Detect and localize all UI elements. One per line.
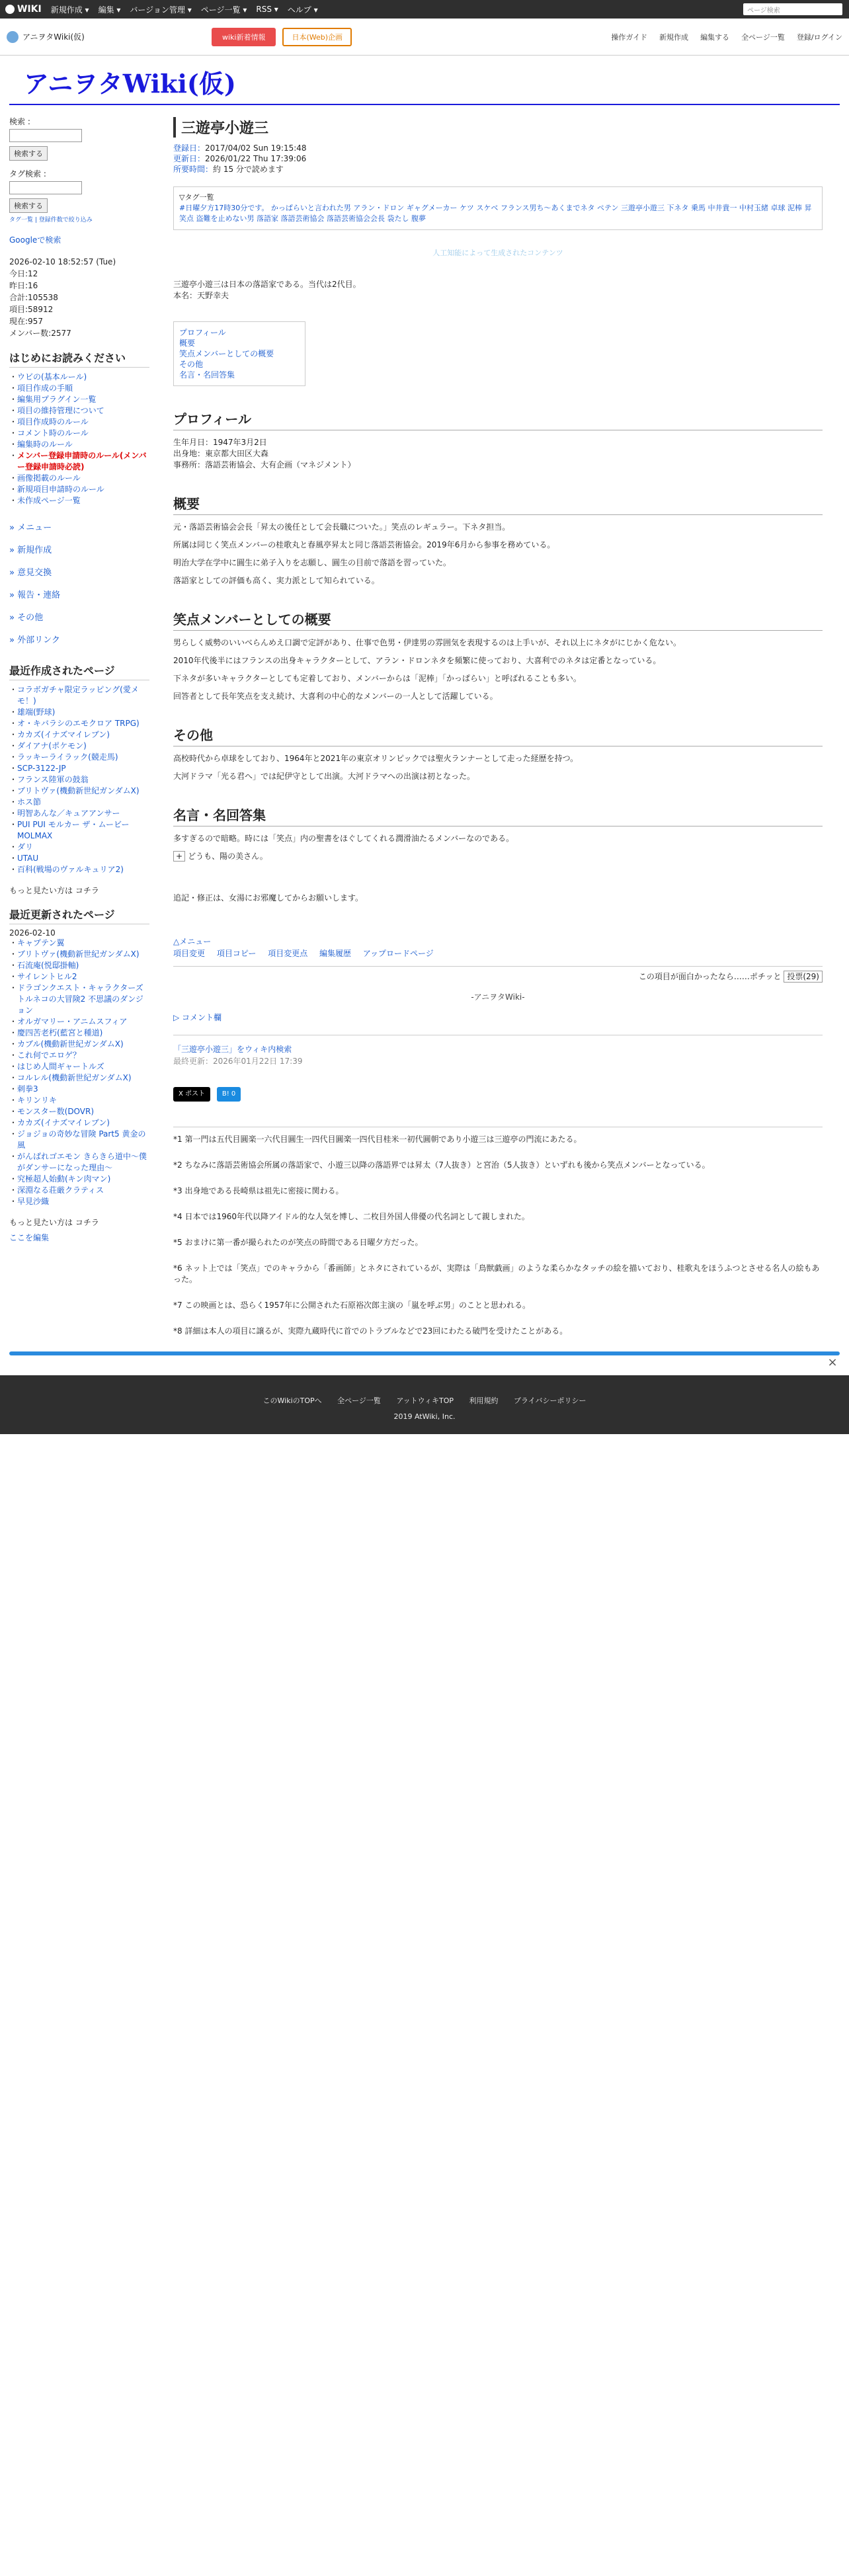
footer-link[interactable]: 編集履歴: [319, 949, 352, 958]
edit-link[interactable]: 編集する: [700, 32, 730, 42]
recent-item[interactable]: ・ UTAU: [9, 853, 149, 864]
nav-help[interactable]: ヘルプ ▾: [287, 5, 318, 15]
count-now: 現在:957: [9, 317, 43, 326]
nav-edit[interactable]: 編集 ▾: [98, 5, 121, 15]
blue-divider: [9, 1351, 840, 1355]
closing-text: 追記・修正は、女湯にお邪魔してからお願いします。: [173, 893, 364, 903]
count-yesterday: 昨日:16: [9, 281, 38, 290]
footer-atwiki-link[interactable]: アットウィキTOP: [396, 1396, 454, 1405]
search-button[interactable]: 検索する: [9, 146, 48, 161]
side-menu: [9, 517, 149, 652]
upd-date: 2026/01/22 Thu 17:39:06: [205, 154, 307, 163]
menu-menu[interactable]: » メニュー: [9, 523, 52, 533]
site-title[interactable]: アニヲタWiki(仮): [9, 56, 840, 105]
recent-item[interactable]: ・ 百科(戦場のヴァルキュリア2): [9, 864, 149, 875]
rule-link[interactable]: ・ 項目の維持管理について: [9, 405, 149, 417]
shoten-text-3: 下ネタが多いキャラクターとしても定着しており、メンバーからは「泥棒」「かっぱらい」と呼ばれることも多い。: [173, 674, 581, 683]
tag-list-label: ▽タグ一覧: [179, 193, 214, 202]
footnote: *1 第一門は五代目圓楽一六代目圓生一四代目圓楽一四代目桂米一初代圓朝であり小遊三は三遊亭の門流にあたる。: [173, 1135, 582, 1144]
count-today: 今日:12: [9, 269, 38, 278]
count-datetime: 2026-02-10 18:52:57 (Tue): [9, 257, 116, 266]
recent-heading: 最近作成されたページ: [9, 663, 149, 680]
recent-item[interactable]: ・ オ・キバラシのエモクロア TRPG): [9, 718, 149, 729]
recent-item[interactable]: ・ ホス節: [9, 797, 149, 808]
expand-icon[interactable]: +: [173, 851, 185, 862]
site-name[interactable]: [7, 31, 205, 43]
updated-item[interactable]: ・ 究極超人始動(キン肉マン): [9, 1174, 149, 1185]
recent-item[interactable]: ・ 雄端(野球): [9, 707, 149, 718]
vote-button[interactable]: 投票(29): [784, 971, 823, 983]
page-footer-menu: [173, 936, 823, 959]
web-plan-button[interactable]: 日本(Web)企画: [282, 28, 352, 46]
toc-item[interactable]: その他: [179, 360, 204, 369]
site-logo-icon: [7, 31, 19, 43]
tag-search-input[interactable]: [9, 181, 82, 194]
google-search-link[interactable]: Googleで検索: [9, 235, 61, 245]
toc-item[interactable]: 名言・名回答集: [179, 370, 235, 380]
footer-privacy-link[interactable]: プライバシーポリシー: [514, 1396, 586, 1405]
footer-link[interactable]: 項目コピー: [216, 949, 257, 958]
updated-item[interactable]: ・ 石流庵(悦邸掛軸): [9, 960, 149, 971]
menu-opinion[interactable]: » 意見交換: [9, 568, 52, 578]
overview-text-1: 元・落語芸術協会会長「昇太の後任として会長職についた。」笑点のレギュラー。下ネタ担当。: [173, 522, 510, 532]
footer-link[interactable]: 項目変更点: [268, 949, 308, 958]
rule-link[interactable]: ・ 画像掲載のルール: [9, 473, 149, 484]
footnote: *6 ネット上では「笑点」でのキャラから「番画師」とネタにされているが、実際は「鳥獣戯画」のような柔らかなタッチの絵を描いており、桂歌丸をほうふつとさせる名人の絵もあった。: [173, 1264, 820, 1284]
footer-top-link[interactable]: このWikiのTOPへ: [263, 1396, 322, 1405]
tag-list-link[interactable]: タグ一覧 | 登録件数で絞り込み: [9, 217, 93, 223]
overview-heading: 概要: [173, 493, 823, 515]
recent-item[interactable]: ・ PUI PUI モルカー ザ・ムービー MOLMAX: [9, 819, 149, 842]
shoten-text-2: 2010年代後半にはフランスの出身キャラクターとして、アラン・ドロンネタを頻繁に使っており、大喜利でのネタは定番となっている。: [173, 656, 661, 665]
rules-heading: はじめにお読みください: [9, 350, 149, 368]
copyright: 2019 AtWiki, Inc.: [393, 1412, 456, 1421]
footnote: *8 詳細は本人の項目に譲るが、実際九蔵時代に首でのトラブルなどで23回にわたる破門を受けたことがある。: [173, 1326, 568, 1336]
page-title: 三遊亭小遊三: [173, 117, 823, 138]
tag-box: [173, 186, 823, 230]
footer-allpages-link[interactable]: 全ページ一覧: [337, 1396, 381, 1405]
search-input[interactable]: [9, 129, 82, 142]
rule-link[interactable]: ・ 項目作成の手順: [9, 383, 149, 394]
updated-item[interactable]: ・ 深淵なる荘厳クラティス: [9, 1185, 149, 1196]
quotes-text-1: 多すぎるので暗略。時には「笑点」内の聖書をほぐしてくれる潤滑油たるメンバーなのである。: [173, 834, 514, 843]
profile-heading: プロフィール: [173, 409, 823, 430]
recent-item[interactable]: ・ ラッキーライラック(競走馬): [9, 752, 149, 763]
main-content: [159, 110, 823, 1351]
footnote: *4 日本では1960年代以降アイドル的な人気を博し、二枚目外国人俳優の代名詞として親しまれた。: [173, 1212, 530, 1221]
more-updated-link[interactable]: もっと見たい方は コチラ: [9, 1218, 99, 1227]
updated-item[interactable]: ・ キャプテン翼: [9, 938, 149, 949]
quotes-heading: 名言・名回答集: [173, 805, 823, 826]
rules-list: [9, 372, 149, 506]
hatena-button[interactable]: B! 0: [217, 1087, 241, 1102]
logo-circle-icon: [5, 5, 15, 14]
sidebar: [9, 110, 159, 1351]
recent-item[interactable]: ・ SCP-3122-JP: [9, 763, 149, 774]
upd-label: 更新日：: [173, 154, 206, 163]
updated-item[interactable]: ・ カブル(機動新世紀ガンダムX): [9, 1039, 149, 1050]
profile-text: 生年月日：1947年3月2日 出身地：東京都大田区大森 事務所：落語芸術協会、大有企画（マネジメント）: [173, 438, 356, 469]
more-recent-link[interactable]: もっと見たい方は コチラ: [9, 886, 99, 895]
atwiki-logo[interactable]: [5, 4, 42, 15]
updated-item[interactable]: ・ ブリトヴァ(機動新世紀ガンダムX): [9, 949, 149, 960]
share-area: [173, 1035, 823, 1102]
footnote: *2 ちなみに落語芸術協会所属の落語家で、小遊三以降の落語界では昇太（7人抜き）と宮治（5人抜き）といずれも後から笑点メンバーとなっている。: [173, 1160, 710, 1170]
updated-item[interactable]: ・ 早見沙織: [9, 1196, 149, 1207]
updated-item[interactable]: ・ ドラゴンクエスト・キャラクターズ トルネコの大冒険2 不思議のダンジョン: [9, 983, 149, 1016]
overview-text-3: 明治大学在学中に圓生に弟子入りを志願し、圓生の目前で落語を習っていた。: [173, 558, 452, 567]
menu-external[interactable]: » 外部リンク: [9, 635, 60, 645]
wiki-news-button[interactable]: wiki新着情報: [212, 28, 276, 46]
shoten-text-4: 回答者として長年笑点を支え続け、大喜利の中心的なメンバーの一人として活躍している。: [173, 692, 498, 701]
rule-link[interactable]: ・ 新規項目申請時のルール: [9, 484, 149, 495]
reg-date: 2017/04/02 Sun 19:15:48: [205, 143, 307, 153]
toc-item[interactable]: プロフィール: [179, 328, 226, 337]
recent-item[interactable]: ・ コラボガチャ限定ラッピング(愛メモ！): [9, 684, 149, 707]
menu-report[interactable]: » 報告・連絡: [9, 590, 61, 600]
footer-terms-link[interactable]: 利用規約: [469, 1396, 499, 1405]
updated-item[interactable]: ・ 慶四苦老朽(藍宮と種道): [9, 1027, 149, 1039]
shoten-heading: 笑点メンバーとしての概要: [173, 609, 823, 631]
recent-item[interactable]: ・ 明智あんな／キュアアンサー: [9, 808, 149, 819]
overview-text-4: 落語家としての評価も高く、実力派として知られている。: [173, 576, 380, 585]
updated-item[interactable]: ・ キリンリキ: [9, 1095, 149, 1106]
footer-link[interactable]: 項目変更: [173, 949, 206, 958]
updated-item[interactable]: ・ これ何でエロゲ？: [9, 1050, 149, 1061]
time-label: 所要時間：: [173, 165, 214, 174]
other-text-2: 大河ドラマ「光る君へ」では紀伊守として出演。大河ドラマへの出演は初となった。: [173, 772, 475, 781]
search-label: 検索 :: [9, 117, 30, 126]
recent-item[interactable]: ・ ブリトヴァ(機動新世紀ガンダムX): [9, 785, 149, 797]
updated-date: 2026-02-10: [9, 928, 56, 938]
tag-label: タグ検索 :: [9, 169, 46, 179]
topbar: [0, 0, 849, 19]
count-total: 合計:105538: [9, 293, 58, 302]
updated-heading: 最近更新されたページ: [9, 906, 149, 924]
toc-item[interactable]: 笑点メンバーとしての概要: [179, 349, 274, 358]
menu-create[interactable]: » 新規作成: [9, 545, 52, 555]
tag-list[interactable]: #日曜夕方17時30分です。 かっぱらいと言われた男 アラン・ドロン ギャグメーカー ケツ スケベ フランス男ち～あくまでネタ ペテン 三遊亭小遊三 下ネタ 乗馬 中井貴一 中村玉緒 卓球 泥棒 昇 笑点 盗難を止めない男 落語家 落語芸術協会 落語芸術協会会長 袋たし 腹夢: [179, 204, 812, 223]
vote-area: [173, 966, 823, 982]
recent-item[interactable]: ・ フランス陸軍の鼓翁: [9, 774, 149, 785]
wiki-signature: -アニヲタWiki-: [471, 992, 525, 1002]
shoten-text-1: 男らしく威勢のいいべらんめえ口調で定評があり、仕事で色男・伊達男の雰囲気を表現するのは上手いが、それ以上にネタがにじかく危ない。: [173, 638, 682, 647]
vote-text: この項目が面白かったなら……ポチッと: [638, 972, 782, 981]
overview-text-2: 所属は同じく笑点メンバーの桂歌丸と春風亭昇太と同じ落語芸術協会。2019年6月から参事を務めている。: [173, 540, 555, 549]
guide-link[interactable]: 操作ガイド: [611, 32, 648, 42]
rule-link[interactable]: ・ 項目作成時のルール: [9, 417, 149, 428]
footnotes: [173, 1127, 823, 1337]
site-name-text: アニヲタWiki(仮): [22, 32, 85, 42]
rule-link[interactable]: ・ 編集時のルール: [9, 439, 149, 450]
reg-label: 登録日：: [173, 143, 206, 153]
ad-area: 人工知能によって生成されたコンテンツ: [432, 249, 563, 257]
logo-text: WIKI: [17, 4, 42, 15]
updated-item[interactable]: ・ カカズ(イナズマイレブン): [9, 1117, 149, 1129]
comment-link[interactable]: ▷ コメント欄: [173, 1013, 222, 1022]
nav-rss[interactable]: RSS ▾: [256, 5, 278, 14]
updated-item[interactable]: ・ コルレル(機動新世紀ガンダムX): [9, 1072, 149, 1084]
create-link[interactable]: 新規作成: [659, 32, 689, 42]
toc-item[interactable]: 概要: [179, 339, 196, 348]
updated-item[interactable]: ・ がんばれゴエモン きらきら道中～僕がダンサーになった理由～: [9, 1151, 149, 1174]
site-bar: [0, 19, 849, 56]
updated-item[interactable]: ・ はじめ人間ギャートルズ: [9, 1061, 149, 1072]
count-members: メンバー数:2577: [9, 329, 71, 338]
page-footer: [0, 1375, 849, 1434]
nav-create[interactable]: 新規作成 ▾: [50, 5, 89, 15]
updated-item[interactable]: ・ オルガマリー・アニムスフィア: [9, 1016, 149, 1027]
other-text-1: 高校時代から卓球をしており、1964年と2021年の東京オリンピックでは聖火ランナーとして走った経歴を持つ。: [173, 754, 579, 763]
close-icon[interactable]: ×: [827, 1355, 838, 1369]
recent-item[interactable]: ・ ダリ: [9, 842, 149, 853]
rule-link[interactable]: ・ 編集用プラグイン一覧: [9, 394, 149, 405]
login-link[interactable]: 登録/ログイン: [796, 32, 842, 42]
updated-item[interactable]: ・ モンスター数(DOVR): [9, 1106, 149, 1117]
quotes-text-2[interactable]: + どうも、陽の美さん。: [173, 851, 823, 862]
footnote: *7 この映画とは、恐らく1957年に公開された石原裕次郎主演の「嵐を呼ぶ男」のことと思われる。: [173, 1301, 530, 1310]
rule-link[interactable]: ・ コメント時のルール: [9, 428, 149, 439]
table-of-contents: [173, 321, 305, 386]
updated-list: [9, 938, 149, 1207]
nav-version[interactable]: バージョン管理 ▾: [130, 5, 192, 15]
rule-link[interactable]: ・ メンバー登録申請時のルール(メンバー登録申請時必読): [9, 450, 149, 473]
read-time: 約 15 分で読めます: [213, 165, 284, 174]
footer-menu-label[interactable]: △メニュー: [173, 937, 212, 946]
footer-link[interactable]: アップロードページ: [362, 949, 434, 958]
recent-item[interactable]: ・ ダイアナ(ポケモン): [9, 741, 149, 752]
allpages-link[interactable]: 全ページ一覧: [741, 32, 785, 42]
recent-list: [9, 684, 149, 875]
tag-search-button[interactable]: 検索する: [9, 198, 48, 213]
x-post-button[interactable]: X ポスト: [173, 1087, 210, 1102]
updated-item[interactable]: ・ サイレントヒル2: [9, 971, 149, 983]
other-heading: その他: [173, 725, 823, 746]
footnote: *3 出身地である長崎県は祖先に密接に関わる。: [173, 1186, 344, 1195]
edit-sidebar-link[interactable]: ここを編集: [9, 1233, 50, 1242]
intro: 三遊亭小遊三は日本の落語家である。当代は2代目。 本名：天野幸夫: [173, 280, 361, 300]
top-search-input[interactable]: ページ検索: [743, 3, 842, 15]
updated-item[interactable]: ・ 刺拳3: [9, 1084, 149, 1095]
count-items: 項目:58912: [9, 305, 54, 314]
last-updated: 最終更新：2026年01月22日 17:39: [173, 1057, 303, 1066]
page-meta: [173, 143, 823, 175]
counter: [9, 256, 149, 339]
updated-item[interactable]: ・ ジョジョの奇妙な冒険 Part5 黄金の風: [9, 1129, 149, 1151]
rule-link[interactable]: ・ ウビの(基本ルール): [9, 372, 149, 383]
rule-link[interactable]: ・ 未作成ページ一覧: [9, 495, 149, 506]
wiki-search-link[interactable]: 「三遊亭小遊三」をウィキ内検索: [173, 1045, 292, 1054]
nav-pages[interactable]: ページ一覧 ▾: [200, 5, 247, 15]
recent-item[interactable]: ・ カカズ(イナズマイレブン): [9, 729, 149, 741]
menu-other[interactable]: » その他: [9, 613, 44, 623]
footnote: *5 おまけに第一番が撮られたのが笑点の時間である日曜夕方だった。: [173, 1238, 423, 1247]
